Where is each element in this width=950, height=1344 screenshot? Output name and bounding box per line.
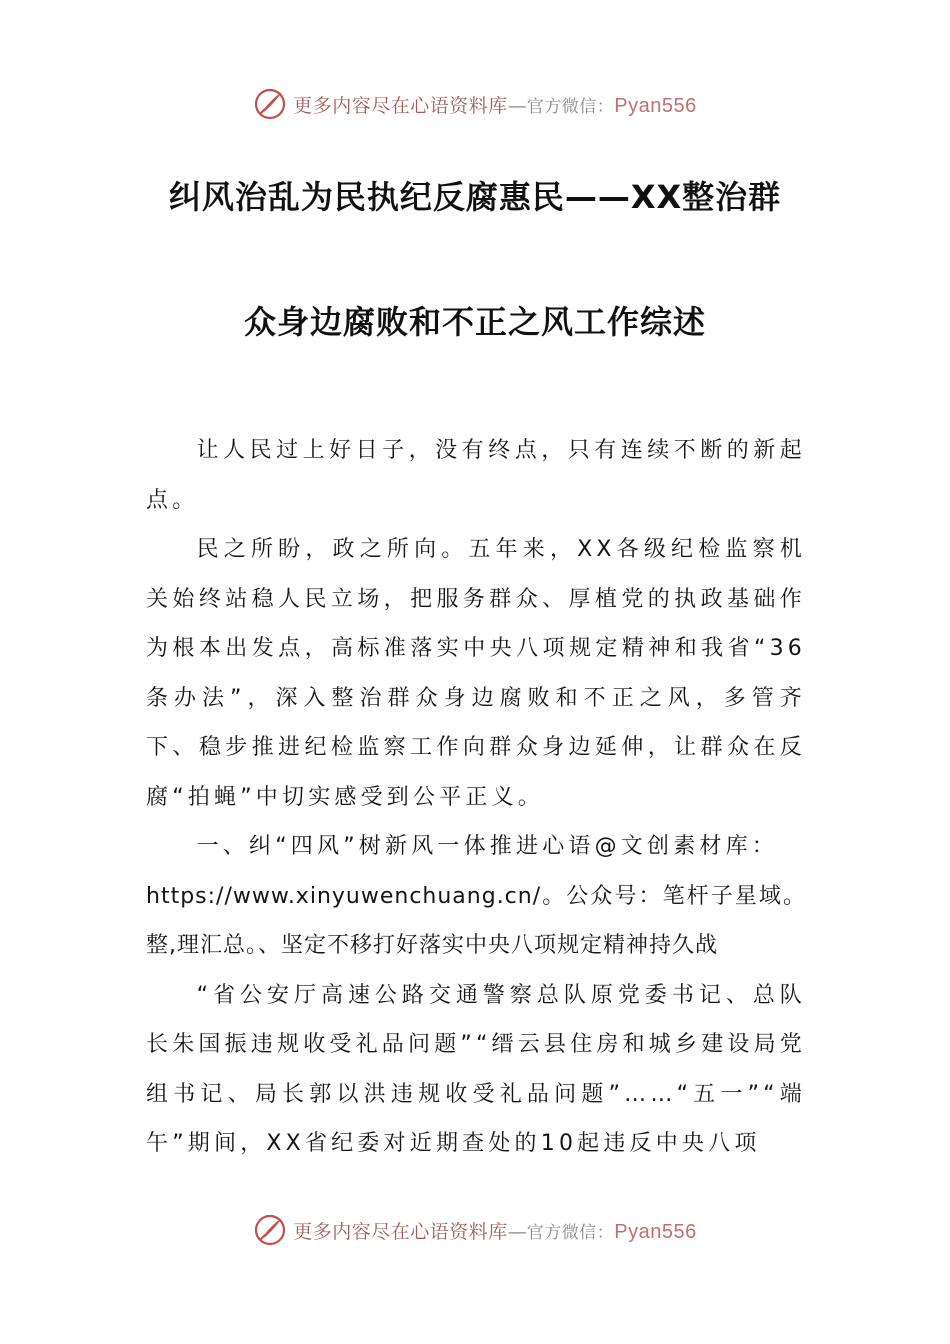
watermark-id: Pyan556 (614, 1220, 697, 1243)
document-body (146, 426, 806, 1169)
document-title-line-2: 众身边腐败和不正之风工作综述 (243, 303, 706, 341)
watermark-text (293, 91, 696, 118)
quill-logo-icon (253, 87, 287, 121)
watermark-banner-bottom (0, 1210, 950, 1250)
watermark-separator: — (507, 94, 527, 117)
watermark-id: Pyan556 (614, 94, 697, 117)
paragraph-4: “省公安厅高速公路交通警察总队原党委书记、总队长朱国振违规收受礼品问题”“缙云县住房和城乡建设局党组书记、局长郭以洪违规收受礼品问题”……“五一”“端午”期间，XX省纪委对近期查处的10起违反中央八项 (146, 982, 806, 1156)
watermark-text (293, 1217, 696, 1244)
watermark-banner-top (0, 84, 950, 124)
paragraph-3-continued: https://www.xinyuwenchuang.cn/。公众号：笔杆子星域。整,理汇总。、坚定不移打好落实中央八项规定精神持久战 (146, 883, 806, 958)
watermark-separator: — (507, 1220, 527, 1243)
watermark-main: 更多内容尽在心语资料库 (293, 1220, 508, 1243)
paragraph-3: 一、纠“四风”树新风一体推进心语@文创素材库： (196, 834, 778, 859)
paragraph-1: 让人民过上好日子，没有终点，只有连续不断的新起点。 (146, 438, 806, 513)
watermark-label: 官方微信： (526, 1222, 615, 1243)
paragraph-2: 民之所盼，政之所向。五年来，XX各级纪检监察机关始终站稳人民立场，把服务群众、厚植党的执政基础作为根本出发点，高标准落实中央八项规定精神和我省“36条办法”，深入整治群众身边腐败和不正之风，多管齐下、稳步推进纪检监察工作向群众身边延伸，让群众在反腐“拍蝇”中切实感受到公平正义。 (146, 537, 806, 810)
quill-logo-icon (253, 1213, 287, 1247)
watermark-main: 更多内容尽在心语资料库 (293, 94, 508, 117)
watermark-label: 官方微信： (526, 96, 615, 117)
document-title-line-1: 纠风治乱为民执纪反腐惠民——XX整治群 (168, 178, 782, 216)
